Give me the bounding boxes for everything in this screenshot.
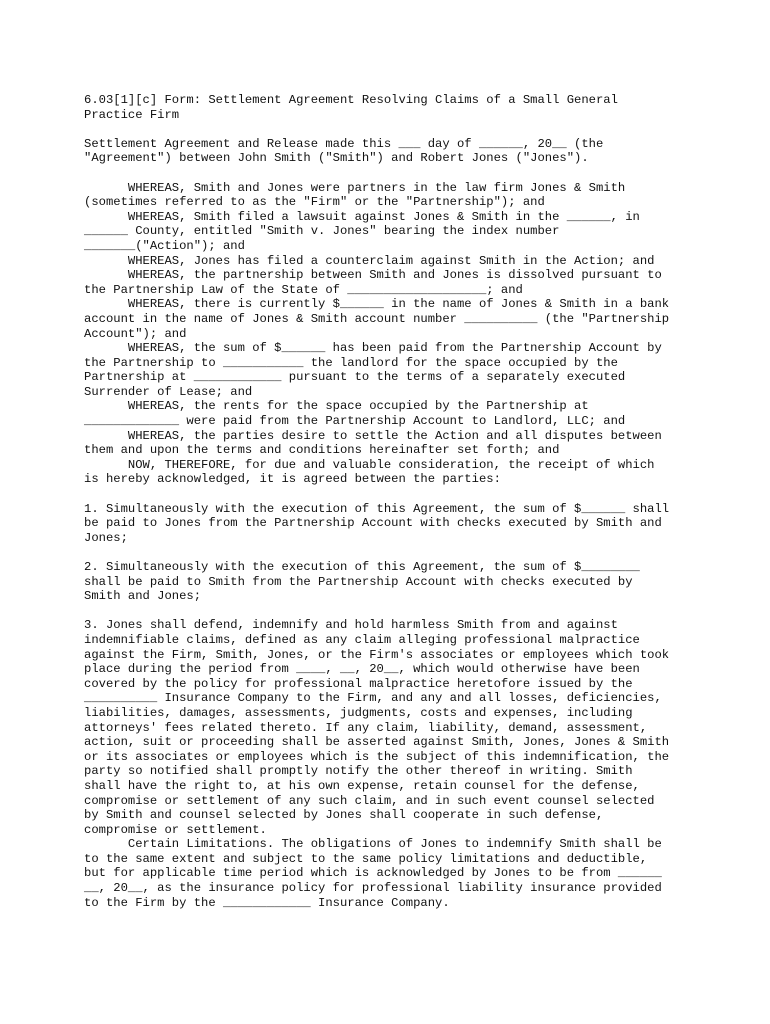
paragraph-3-line: 3. Jones shall defend, indemnify and hold harmless Smith from and against — [84, 618, 618, 633]
paragraph-3-line: to the same extent and subject to the same policy limitations and deductible, — [84, 851, 648, 866]
whereas-line: ______ County, entitled "Smith v. Jones" bearing the index number — [84, 224, 560, 239]
paragraph-3-line: by Smith and counsel selected by Jones shall cooperate in such defense, — [84, 808, 604, 823]
paragraph-3-line: or its associates or employees which is the subject of this indemnification, the — [84, 749, 670, 764]
paragraph-3-line: but for applicable time period which is acknowledged by Jones to be from ______ — [84, 866, 662, 881]
paragraph-2 — [84, 560, 694, 604]
spacer — [84, 545, 694, 560]
whereas-line: WHEREAS, the parties desire to settle the Action and all disputes between — [84, 428, 662, 443]
paragraph-3-line: __, 20__, as the insurance policy for professional liability insurance provided — [84, 881, 662, 896]
whereas-line: Surrender of Lease; and — [84, 384, 253, 399]
paragraph-3-line: indemnifiable claims, defined as any claim alleging professional malpractice — [84, 632, 640, 647]
paragraph-1 — [84, 502, 694, 546]
paragraph-2-line: 2. Simultaneously with the execution of this Agreement, the sum of $________ — [84, 560, 640, 574]
whereas-line: WHEREAS, Smith and Jones were partners in the law firm Jones & Smith — [84, 180, 626, 195]
paragraph-3-line: Certain Limitations. The obligations of Jones to indemnify Smith shall be — [84, 837, 662, 852]
paragraph-3-line: to the Firm by the ____________ Insurance Company. — [84, 895, 450, 910]
whereas-line: WHEREAS, the partnership between Smith and Jones is dissolved pursuant to — [84, 268, 662, 283]
paragraph-3-line: action, suit or proceeding shall be asserted against Smith, Jones, Jones & Smith — [84, 735, 670, 750]
intro-paragraph — [84, 137, 694, 166]
document-page — [84, 93, 694, 910]
whereas-line: them and upon the terms and conditions hereinafter set forth; and — [84, 443, 560, 458]
paragraph-3-line: __________ Insurance Company to the Firm, and any and all losses, deficiencies, — [84, 691, 662, 706]
whereas-line: the Partnership Law of the State of ___________________; and — [84, 282, 523, 297]
paragraph-1-line: 1. Simultaneously with the execution of this Agreement, the sum of $______ shall — [84, 501, 670, 516]
whereas-line: is hereby acknowledged, it is agreed between the parties: — [84, 472, 501, 487]
spacer — [84, 604, 694, 619]
paragraph-1-line: be paid to Jones from the Partnership Account with checks executed by Smith and — [84, 516, 662, 531]
whereas-line: NOW, THEREFORE, for due and valuable consideration, the receipt of which — [84, 457, 655, 472]
paragraph-3-line: place during the period from ____, __, 20__, which would otherwise have been — [84, 662, 640, 677]
whereas-line: WHEREAS, the sum of $______ has been paid from the Partnership Account by — [84, 341, 662, 356]
whereas-line: Partnership at ____________ pursuant to the terms of a separately executed — [84, 370, 626, 385]
title-line: 6.03[1][c] Form: Settlement Agreement Resolving Claims of a Small General — [84, 93, 618, 107]
whereas-line: _______("Action"); and — [84, 238, 245, 253]
whereas-line: the Partnership to ___________ the landlord for the space occupied by the — [84, 355, 618, 370]
document-title — [84, 93, 694, 122]
whereas-line: WHEREAS, there is currently $______ in the name of Jones & Smith in a bank — [84, 297, 670, 312]
spacer — [84, 122, 694, 137]
paragraph-3 — [84, 618, 694, 910]
paragraph-1-line: Jones; — [84, 530, 128, 545]
intro-line: "Agreement") between John Smith ("Smith") and Robert Jones ("Jones"). — [84, 151, 589, 166]
paragraph-3-line: compromise or settlement of any such claim, and in such event counsel selected — [84, 793, 655, 808]
paragraph-3-line: shall have the right to, at his own expense, retain counsel for the defense, — [84, 778, 640, 793]
paragraph-3-line: attorneys' fees related thereto. If any claim, liability, demand, assessment, — [84, 720, 648, 735]
paragraph-3-line: compromise or settlement. — [84, 822, 267, 837]
paragraph-2-line: Smith and Jones; — [84, 589, 202, 604]
paragraph-3-line: liabilities, damages, assessments, judgments, costs and expenses, including — [84, 705, 633, 720]
intro-line: Settlement Agreement and Release made this ___ day of ______, 20__ (the — [84, 136, 604, 151]
paragraph-3-line: against the Firm, Smith, Jones, or the Firm's associates or employees which took — [84, 647, 670, 662]
whereas-line: WHEREAS, Jones has filed a counterclaim against Smith in the Action; and — [84, 253, 655, 268]
whereas-line: account in the name of Jones & Smith account number __________ (the "Partnership — [84, 311, 670, 326]
whereas-line: (sometimes referred to as the "Firm" or the "Partnership"); and — [84, 195, 545, 210]
paragraph-2-line: shall be paid to Smith from the Partnership Account with checks executed by — [84, 574, 633, 589]
whereas-line: Account"); and — [84, 326, 187, 341]
whereas-line: WHEREAS, the rents for the space occupied by the Partnership at — [84, 399, 589, 414]
spacer — [84, 166, 694, 181]
title-line: Practice Firm — [84, 107, 180, 122]
whereas-line: _____________ were paid from the Partnership Account to Landlord, LLC; and — [84, 414, 626, 429]
paragraph-3-line: covered by the policy for professional malpractice heretofore issued by the — [84, 676, 633, 691]
paragraph-3-line: party so notified shall promptly notify the other thereof in writing. Smith — [84, 764, 633, 779]
whereas-line: WHEREAS, Smith filed a lawsuit against Jones & Smith in the ______, in — [84, 209, 640, 224]
spacer — [84, 487, 694, 502]
whereas-clauses — [84, 181, 694, 487]
